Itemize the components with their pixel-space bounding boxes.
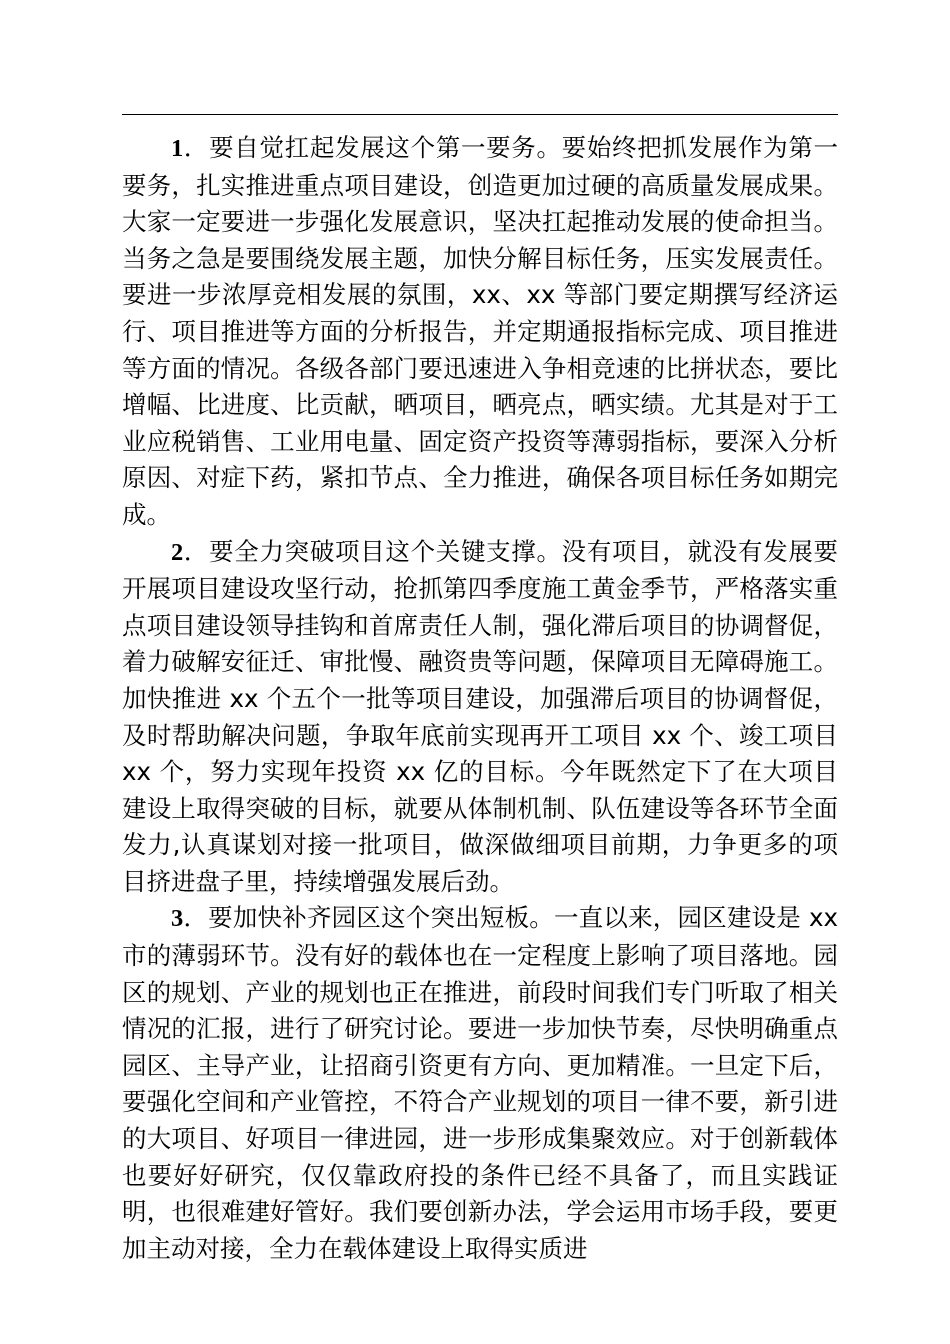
paragraph-number: 3	[171, 905, 184, 933]
paragraph-number: 1	[171, 135, 184, 162]
paragraph-text: ．要全力突破项目这个关键支撑。没有项目，就没有发展要开展项目建设攻坚行动，抢抓第四季度施工黄金季节，严格落实重点项目建设领导挂钩和首席责任人制，强化滞后项目的协调督促，着力破解安征迁、审批慢、融资贵等问题，保障项目无障碍施工。加快推进 xx 个五个一批等项目建设，加强滞后项目的协调督促，及时帮助解决问题，争取年底前实现再开工项目 xx 个、竣工项目 xx 个，努力实现年投资 xx 亿的目标。今年既然定下了在大项目建设上取得突破的目标，就要从体制机制、队伍建设等各环节全面发力,认真谋划对接一批项目，做深做细项目前期，力争更多的项目挤进盘子里，持续增强发展后劲。	[122, 536, 838, 896]
paragraph-2	[122, 534, 838, 901]
paragraph-text: ．要自觉扛起发展这个第一要务。要始终把抓发展作为第一要务，扎实推进重点项目建设，创造更加过硬的高质量发展成果。大家一定要进一步强化发展意识，坚决扛起推动发展的使命担当。当务之急是要围绕发展主题，加快分解目标任务，压实发展责任。要进一步浓厚竞相发展的氛围，xx、xx 等部门要定期撰写经济运行、项目推进等方面的分析报告，并定期通报指标完成、项目推进等方面的情况。各级各部门要迅速进入争相竞速的比拼状态，要比增幅、比进度、比贡献，晒项目，晒亮点，晒实绩。尤其是对于工业应税销售、工业用电量、固定资产投资等薄弱指标，要深入分析原因、对症下药，紧扣节点、全力推进，确保各项目标任务如期完成。	[122, 133, 838, 529]
paragraph-3	[122, 900, 838, 1267]
document-body	[122, 130, 838, 1267]
paragraph-1	[122, 130, 838, 534]
paragraph-text: ．要加快补齐园区这个突出短板。一直以来，园区建设是 xx 市的薄弱环节。没有好的载体也在一定程度上影响了项目落地。园区的规划、产业的规划也正在推进，前段时间我们专门听取了相关情况的汇报，进行了研究讨论。要进一步加快节奏，尽快明确重点园区、主导产业，让招商引资更有方向、更加精准。一旦定下后，要强化空间和产业管控，不符合产业规划的项目一律不要，新引进的大项目、好项目一律进园，进一步形成集聚效应。对于创新载体也要好好研究，仅仅靠政府投的条件已经不具备了，而且实践证明，也很难建好管好。我们要创新办法，学会运用市场手段，要更加主动对接，全力在载体建设上取得实质进	[122, 903, 838, 1263]
header-rule	[122, 114, 838, 115]
paragraph-number: 2	[171, 538, 184, 566]
